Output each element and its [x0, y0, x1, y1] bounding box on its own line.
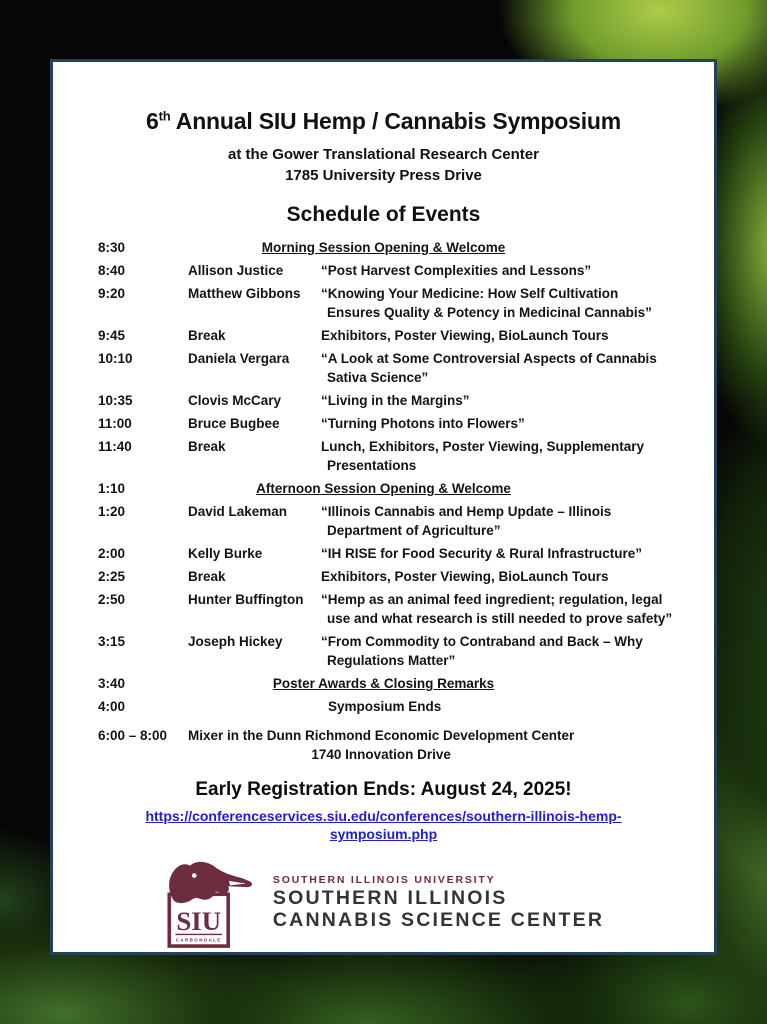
- talk-title: [321, 590, 688, 628]
- speaker-cell: Matthew Gibbons: [188, 286, 301, 301]
- speaker-cell: Hunter Buffington: [188, 592, 304, 607]
- speaker-cell: Break: [188, 328, 226, 343]
- speaker-cell: Bruce Bugbee: [188, 416, 280, 431]
- session-header: Afternoon Session Opening & Welcome: [256, 481, 511, 496]
- logo-university-line: SOUTHERN ILLINOIS UNIVERSITY: [272, 874, 496, 886]
- talk-title-line: “Knowing Your Medicine: How Self Cultivation: [321, 286, 619, 301]
- mixer-line2: 1740 Innovation Drive: [311, 747, 451, 762]
- time-cell: 10:10: [98, 351, 133, 366]
- talk-title: [321, 326, 688, 345]
- talk-title: [321, 567, 688, 586]
- siu-logo: [53, 859, 714, 951]
- registration-link[interactable]: [53, 807, 714, 843]
- speaker-cell: Kelly Burke: [188, 546, 263, 561]
- mixer-line1: Mixer in the Dunn Richmond Economic Development Center: [188, 728, 575, 743]
- mixer-time: 6:00 – 8:00: [98, 728, 168, 743]
- talk-title: [321, 632, 688, 670]
- schedule-row: [53, 567, 714, 586]
- talk-title-line: “From Commodity to Contraband and Back – Why: [321, 634, 643, 649]
- schedule-row: [53, 674, 714, 693]
- siu-saluki-icon: [163, 859, 263, 951]
- talk-title: [321, 502, 688, 540]
- registration-deadline: Early Registration Ends: August 24, 2025!: [195, 779, 572, 800]
- schedule-row: [53, 391, 714, 410]
- schedule-row: [53, 349, 714, 387]
- page-title: [53, 106, 714, 136]
- schedule-row: [53, 544, 714, 563]
- schedule-row: [53, 697, 714, 716]
- time-cell: 3:40: [98, 676, 126, 691]
- title-number: 6: [145, 108, 159, 134]
- talk-title: [321, 544, 688, 563]
- time-cell: 1:10: [98, 481, 126, 496]
- schedule-heading: Schedule of Events: [286, 203, 481, 226]
- time-cell: 11:00: [98, 416, 132, 431]
- time-cell: 9:45: [98, 328, 126, 343]
- time-cell: 2:50: [98, 592, 126, 607]
- time-cell: 2:00: [98, 546, 126, 561]
- speaker-cell: Daniela Vergara: [188, 351, 290, 366]
- talk-title-line: Department of Agriculture”: [327, 523, 501, 538]
- title-ordinal-suffix: th: [158, 108, 171, 124]
- schedule-list: [53, 238, 714, 716]
- talk-title-line: Exhibitors, Poster Viewing, BioLaunch Tours: [321, 569, 609, 584]
- schedule-row: [53, 502, 714, 540]
- speaker-cell: David Lakeman: [188, 504, 288, 519]
- time-cell: 11:40: [98, 439, 132, 454]
- talk-title: [321, 437, 688, 475]
- talk-title: [321, 414, 688, 433]
- speaker-cell: [188, 697, 321, 716]
- mixer-description: [188, 726, 574, 764]
- schedule-row: [53, 479, 714, 498]
- registration-link-line1: https://conferenceservices.siu.edu/conferences/southern-illinois-hemp-: [145, 808, 622, 824]
- flyer-card: [50, 59, 717, 955]
- schedule-row: [53, 632, 714, 670]
- schedule-row: [53, 437, 714, 475]
- address-line: 1785 University Press Drive: [285, 167, 482, 184]
- registration-link-line2: symposium.php: [329, 826, 438, 842]
- event-note-line: Symposium Ends: [328, 699, 442, 714]
- talk-title-line: Regulations Matter”: [327, 653, 456, 668]
- session-header: Poster Awards & Closing Remarks: [272, 676, 495, 691]
- talk-title-line: Ensures Quality & Potency in Medicinal Cannabis”: [327, 305, 652, 320]
- logo-line2: CANNABIS SCIENCE CENTER: [272, 909, 605, 931]
- time-cell: 3:15: [98, 634, 126, 649]
- talk-title-line: “Living in the Margins”: [321, 393, 470, 408]
- time-cell: 1:20: [98, 504, 126, 519]
- talk-title-line: Exhibitors, Poster Viewing, BioLaunch Tours: [321, 328, 609, 343]
- time-cell: 8:30: [98, 240, 126, 255]
- time-cell: 4:00: [98, 699, 126, 714]
- talk-title: [321, 349, 688, 387]
- time-cell: 10:35: [98, 393, 133, 408]
- time-cell: 8:40: [98, 263, 126, 278]
- logo-siu-text: SIU: [176, 906, 221, 936]
- speaker-cell: Break: [188, 569, 226, 584]
- mixer-row: [53, 726, 714, 764]
- schedule-row: [53, 261, 714, 280]
- title-text: Annual SIU Hemp / Cannabis Symposium: [170, 108, 621, 134]
- talk-title-line: “A Look at Some Controversial Aspects of Cannabis: [321, 351, 657, 366]
- talk-title-line: “Turning Photons into Flowers”: [321, 416, 525, 431]
- talk-title-line: use and what research is still needed to prove safety”: [327, 611, 673, 626]
- talk-title-line: “IH RISE for Food Security & Rural Infrastructure”: [321, 546, 643, 561]
- speaker-cell: Break: [188, 439, 226, 454]
- event-note: [321, 697, 688, 716]
- speaker-cell: Clovis McCary: [188, 393, 282, 408]
- talk-title-line: Sativa Science”: [327, 370, 429, 385]
- speaker-cell: Allison Justice: [188, 263, 284, 278]
- time-cell: 2:25: [98, 569, 126, 584]
- logo-wordmark: [273, 859, 604, 931]
- talk-title: [321, 261, 688, 280]
- schedule-row: [53, 326, 714, 345]
- talk-title-line: “Post Harvest Complexities and Lessons”: [321, 263, 592, 278]
- schedule-row: [53, 414, 714, 433]
- talk-title: [321, 391, 688, 410]
- schedule-row: [53, 590, 714, 628]
- logo-carbondale-text: CARBONDALE: [175, 937, 222, 943]
- time-cell: 9:20: [98, 286, 126, 301]
- session-header: Morning Session Opening & Welcome: [261, 240, 506, 255]
- talk-title: [321, 284, 688, 322]
- logo-line1: SOUTHERN ILLINOIS: [272, 887, 508, 909]
- venue-line: at the Gower Translational Research Center: [228, 146, 539, 163]
- schedule-row: [53, 284, 714, 322]
- talk-title-line: Presentations: [327, 458, 417, 473]
- speaker-cell: Joseph Hickey: [188, 634, 283, 649]
- schedule-row: [53, 238, 714, 257]
- talk-title-line: Lunch, Exhibitors, Poster Viewing, Supplementary: [321, 439, 645, 454]
- talk-title-line: “Hemp as an animal feed ingredient; regulation, legal: [321, 592, 663, 607]
- talk-title-line: “Illinois Cannabis and Hemp Update – Illinois: [321, 504, 612, 519]
